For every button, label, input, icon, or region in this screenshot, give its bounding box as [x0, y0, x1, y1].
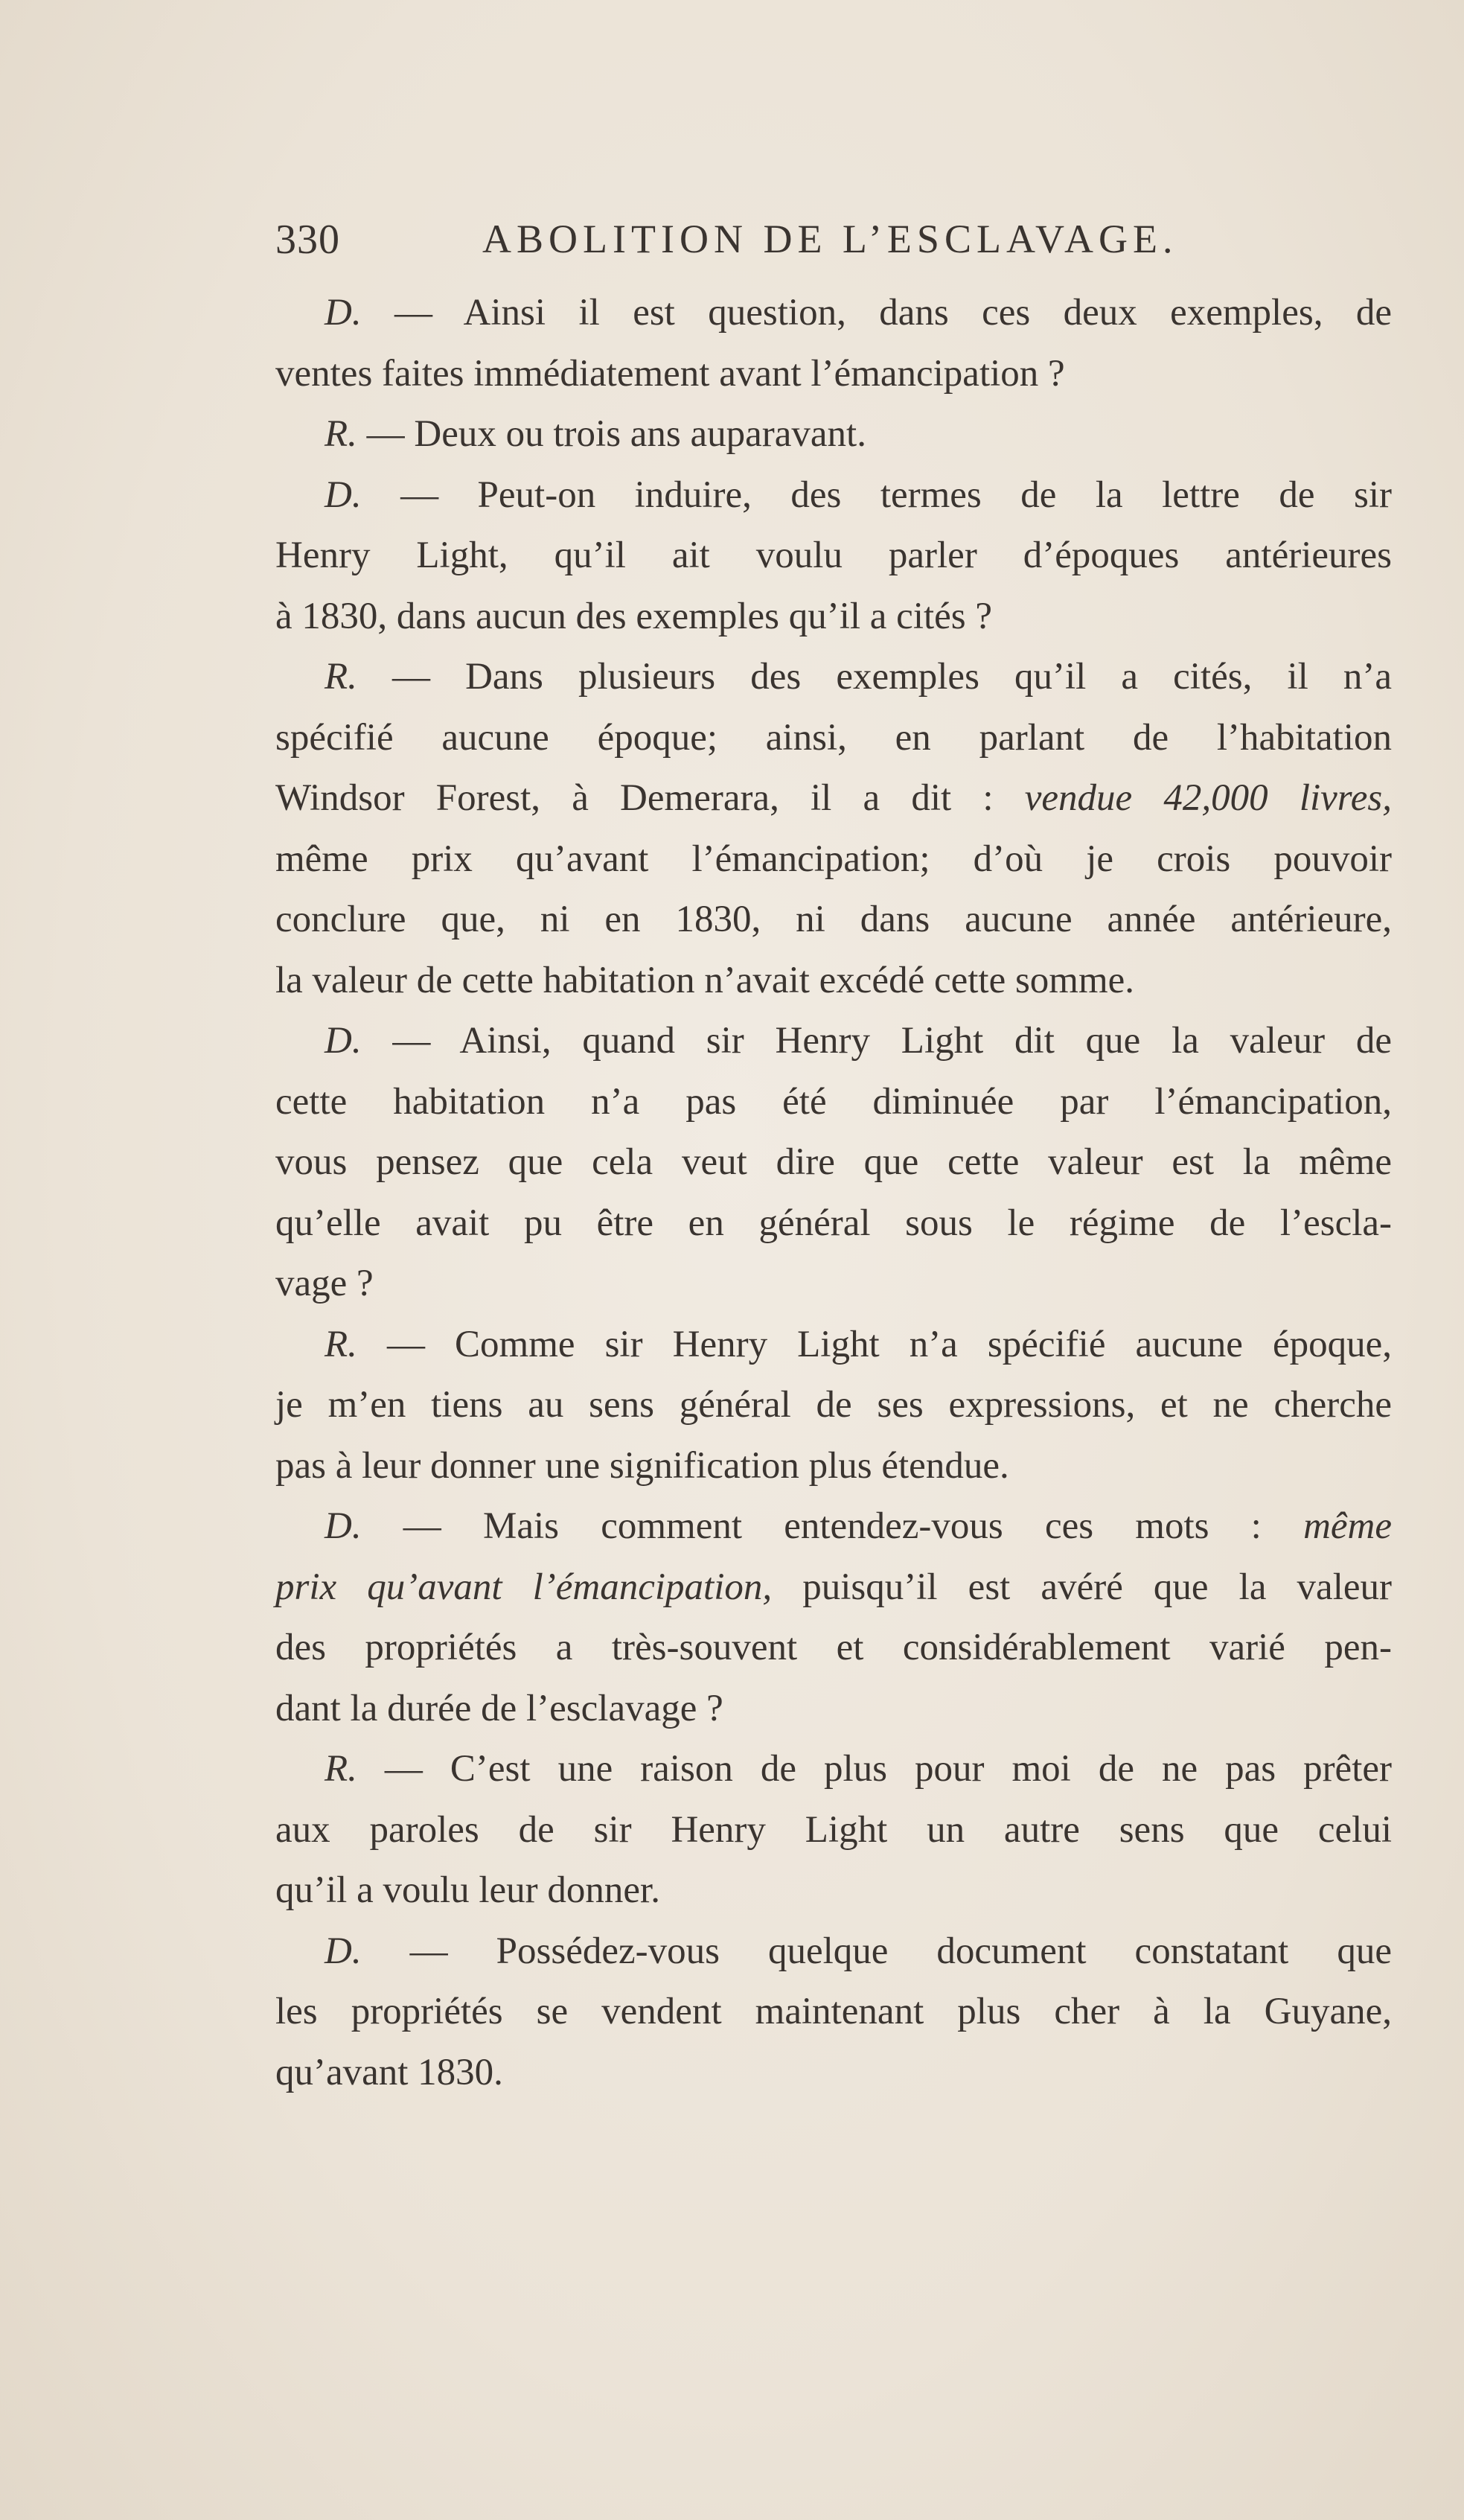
page-content — [275, 216, 1392, 2103]
line-text: même prix qu’avant l’émancipation; d’où je crois pouvoir — [275, 838, 1392, 880]
line-text: — Peut-on induire, des termes de la lettre de sir — [361, 473, 1392, 516]
italic-text: R. — [325, 413, 357, 455]
text-line — [275, 526, 1392, 587]
text-line — [275, 1982, 1392, 2043]
line-text: — Comme sir Henry Light n’a spécifié aucune époque, — [357, 1323, 1392, 1365]
text-line — [275, 1375, 1392, 1436]
text-line — [275, 1800, 1392, 1861]
text-line — [275, 344, 1392, 405]
text-line — [275, 1618, 1392, 1679]
line-text: — Deux ou trois ans auparavant. — [357, 413, 866, 455]
line-text: à 1830, dans aucun des exemples qu’il a cités ? — [275, 595, 993, 637]
text-line — [275, 890, 1392, 951]
line-text: Henry Light, qu’il ait voulu parler d’époques antérieures — [275, 535, 1392, 576]
text-line — [275, 283, 1392, 344]
italic-text: D. — [325, 473, 362, 516]
text-line — [275, 951, 1392, 1012]
line-text: qu’avant 1830. — [275, 2051, 503, 2093]
line-text: la valeur de cette habitation n’avait excédé cette somme. — [275, 959, 1135, 1001]
text-line — [275, 1072, 1392, 1133]
line-text: qu’elle avait pu être en général sous le régime de l’escla- — [275, 1202, 1392, 1244]
text-line — [275, 1860, 1392, 1921]
italic-text: D. — [325, 1930, 362, 1972]
body-text — [275, 283, 1392, 2103]
text-line — [275, 647, 1392, 708]
text-line — [275, 768, 1392, 829]
line-text: — Dans plusieurs des exemples qu’il a cités, il n’a — [357, 656, 1392, 698]
line-text: des propriétés a très-souvent et considérablement varié pen- — [275, 1627, 1392, 1668]
text-line — [275, 465, 1392, 526]
line-text: — Ainsi, quand sir Henry Light dit que la valeur de — [361, 1020, 1392, 1062]
page-number: 330 — [275, 217, 340, 263]
text-line — [275, 2043, 1392, 2104]
line-text: dant la durée de l’esclavage ? — [275, 1687, 723, 1729]
text-line — [275, 829, 1392, 890]
italic-text: R. — [325, 1748, 357, 1790]
line-text: conclure que, ni en 1830, ni dans aucune année antérieure, — [275, 899, 1392, 940]
text-line — [275, 1011, 1392, 1072]
line-text: qu’il a voulu leur donner. — [275, 1869, 660, 1911]
text-line — [275, 1436, 1392, 1497]
line-text: — Possédez-vous quelque document constatant que — [361, 1930, 1392, 1972]
line-text: vage ? — [275, 1263, 374, 1304]
line-text: vous pensez que cela veut dire que cette valeur est la même — [275, 1141, 1392, 1183]
italic-text: D. — [325, 292, 362, 334]
italic-text: R. — [325, 1323, 357, 1365]
text-line — [275, 1557, 1392, 1618]
text-line — [275, 1739, 1392, 1800]
line-text: Windsor Forest, à Demerara, il a dit : — [275, 777, 1025, 819]
text-line — [275, 708, 1392, 769]
text-line — [275, 1921, 1392, 1982]
line-text: ventes faites immédiatement avant l’émancipation ? — [275, 352, 1065, 395]
text-line — [275, 1193, 1392, 1254]
text-line — [275, 1254, 1392, 1315]
line-text: — C’est une raison de plus pour moi de ne pas prêter — [357, 1748, 1392, 1790]
italic-text: vendue 42,000 livres, — [1024, 777, 1392, 819]
line-text: cette habitation n’a pas été diminuée par l’émancipation, — [275, 1080, 1392, 1123]
italic-text: D. — [325, 1505, 362, 1547]
line-text: je m’en tiens au sens général de ses expressions, et ne cherche — [275, 1384, 1392, 1426]
italic-text: prix qu’avant l’émancipation, — [275, 1566, 773, 1608]
text-line — [275, 587, 1392, 648]
text-line — [275, 1679, 1392, 1740]
italic-text: R. — [325, 656, 357, 698]
line-text: — Ainsi il est question, dans ces deux exemples, de — [361, 292, 1392, 334]
line-text: puisqu’il est avéré que la valeur — [772, 1566, 1392, 1608]
italic-text: même — [1303, 1505, 1392, 1547]
text-line — [275, 404, 1392, 465]
running-head — [275, 216, 1392, 283]
line-text: aux paroles de sir Henry Light un autre sens que celui — [275, 1808, 1392, 1851]
italic-text: D. — [325, 1020, 362, 1062]
text-line — [275, 1315, 1392, 1376]
line-text: les propriétés se vendent maintenant plus cher à la Guyane, — [275, 1991, 1392, 2032]
line-text: pas à leur donner une signification plus étendue. — [275, 1444, 1009, 1487]
line-text: — Mais comment entendez-vous ces mots : — [361, 1505, 1304, 1547]
text-line — [275, 1496, 1392, 1557]
running-title: ABOLITION DE L’ESCLAVAGE. — [482, 217, 1178, 261]
line-text: spécifié aucune époque; ainsi, en parlant de l’habitation — [275, 716, 1392, 759]
text-line — [275, 1132, 1392, 1193]
